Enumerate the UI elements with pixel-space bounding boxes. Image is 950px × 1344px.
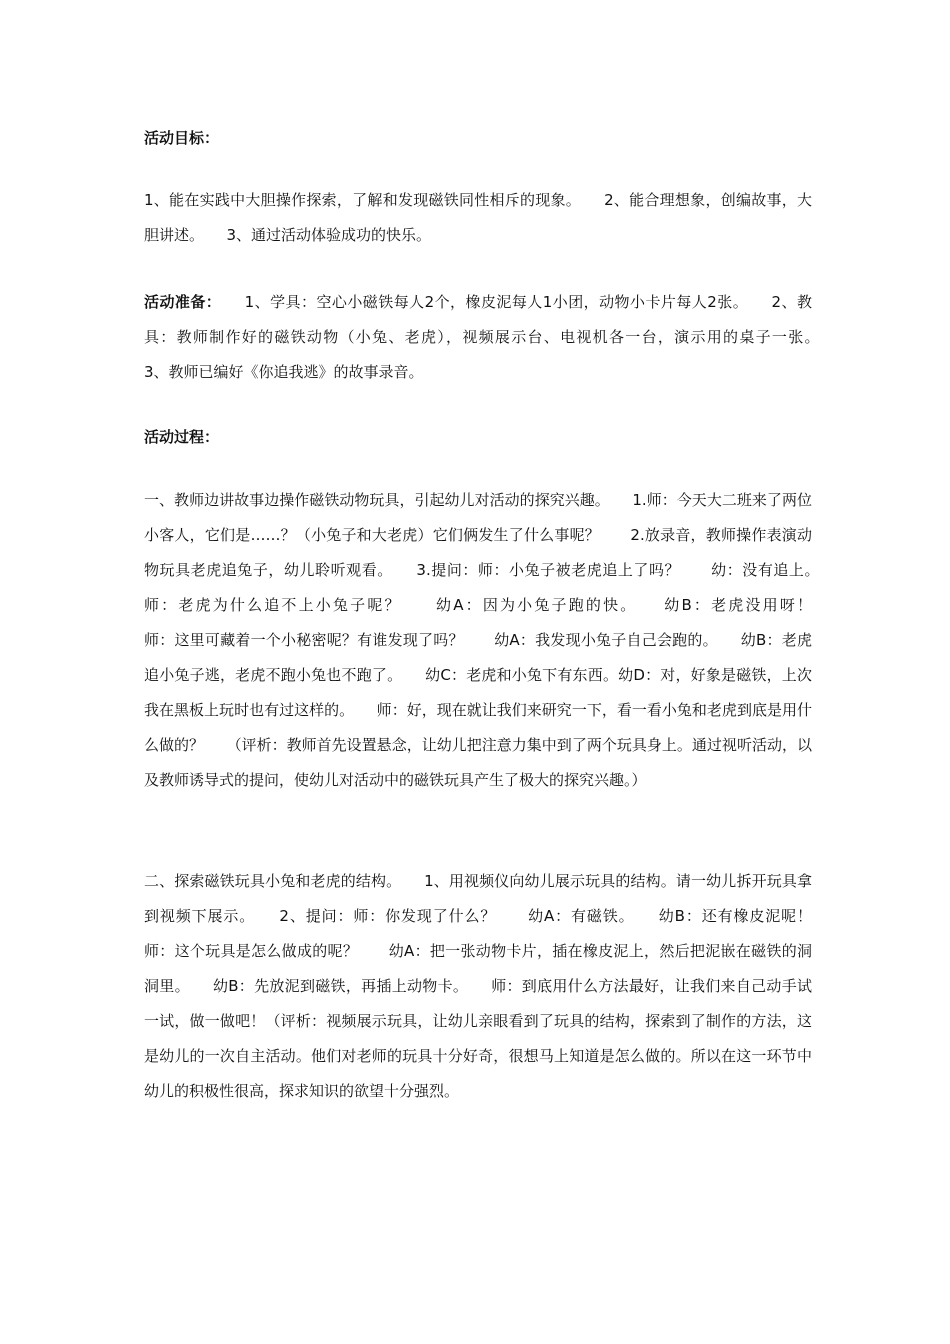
goals-heading: 活动目标： <box>144 129 220 147</box>
preparation-heading: 活动准备： <box>144 293 214 311</box>
goals-body: 1、能在实践中大胆操作探索，了解和发现磁铁同性相斥的现象。 2、能合理想象，创编故事，大胆讲述。 3、通过活动体验成功的快乐。 <box>144 191 812 244</box>
preparation-section <box>144 285 843 390</box>
process-part-two: 二、探索磁铁玩具小兔和老虎的结构。 1、用视频仪向幼儿展示玩具的结构。请一幼儿拆开玩具拿到视频下展示。 2、提问：师：你发现了什么？ 幼A：有磁铁。 幼B：还有橡皮泥呢！ 师：这个玩具是怎么做成的呢？ 幼A：把一张动物卡片，插在橡皮泥上，然后把泥嵌在磁铁的洞洞里。 幼B：先放泥到磁铁，再插上动物卡。 师：到底用什么方法最好，让我们来自己动手试一试，做一做吧！（评析：视频展示玩具，让幼儿亲眼看到了玩具的结构，探索到了制作的方法，这是幼儿的一次自主活动。他们对老师的玩具十分好奇，很想马上知道是怎么做的。所以在这一环节中幼儿的积极性很高，探求知识的欲望十分强烈。 <box>144 872 843 1100</box>
process-part-one: 一、教师边讲故事边操作磁铁动物玩具，引起幼儿对活动的探究兴趣。 1.师：今天大二班来了两位小客人，它们是……？（小兔子和大老虎）它们俩发生了什么事呢？ 2.放录音，教师操作表演动物玩具老虎追兔子，幼儿聆听观看。 3.提问：师：小兔子被老虎追上了吗？ 幼：没有追上。 师：老虎为什么追不上小兔子呢？ 幼A：因为小兔子跑的快。 幼B：老虎没用呀！ 师：这里可藏着一个小秘密呢？有谁发现了吗？ 幼A：我发现小兔子自己会跑的。 幼B：老虎追小兔子逃，老虎不跑小兔也不跑了。 幼C：老虎和小兔下有东西。幼D：对，好象是磁铁，上次我在黑板上玩时也有过这样的。 师：好，现在就让我们来研究一下，看一看小兔和老虎到底是用什么做的？ （评析：教师首先设置悬念，让幼儿把注意力集中到了两个玩具身上。通过视听活动，以及教师诱导式的提问，使幼儿对活动中的磁铁玩具产生了极大的探究兴趣。） <box>144 491 903 789</box>
preparation-body: 1、学具：空心小磁铁每人2个，橡皮泥每人1小团，动物小卡片每人2张。 2、教具：教师制作好的磁铁动物（小兔、老虎），视频展示台、电视机各一台，演示用的桌子一张。 3、教师已编好《你追我逃》的故事录音。 <box>144 293 843 381</box>
process-heading: 活动过程： <box>144 428 220 446</box>
